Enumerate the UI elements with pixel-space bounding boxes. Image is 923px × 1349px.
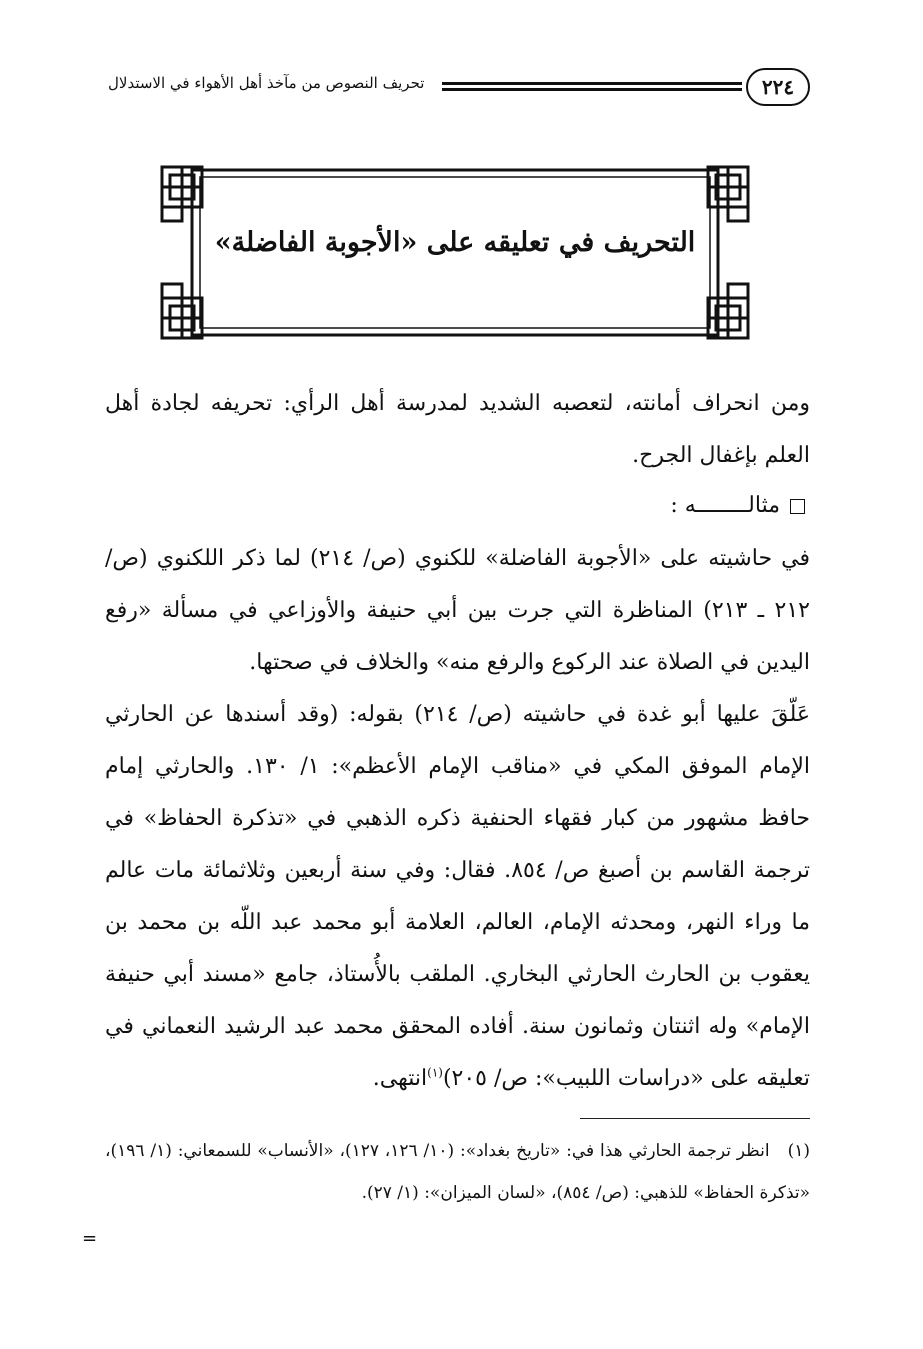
running-header <box>108 68 810 108</box>
paragraph-2 <box>105 689 810 1105</box>
footnote-separator <box>580 1118 810 1119</box>
footnote-reference[interactable]: (١) <box>427 1065 443 1080</box>
footnote-text: انظر ترجمة الحارثي هذا في: «تاريخ بغداد»: (١٠/ ١٢٦، ١٢٧)، «الأنساب» للسمعاني: (١/ ١٩٦)، «تذكرة الحفاظ» للذهبي: (ص/ ٨٥٤)، «لسان الميزان»: (١/ ٢٧). <box>105 1141 810 1203</box>
square-bullet-icon <box>790 499 805 514</box>
margin-mark: = <box>82 1228 98 1249</box>
main-text <box>105 533 810 1105</box>
page-number: ٢٢٤ <box>746 68 810 106</box>
footnote-marker: (١) <box>787 1141 811 1161</box>
paragraph-2-end: انتهى. <box>372 1066 428 1091</box>
intro-paragraph: ومن انحراف أمانته، لتعصبه الشديد لمدرسة أهل الرأي: تحريفه لجادة أهل العلم بإغفال الجرح. <box>105 391 810 468</box>
footnote <box>105 1130 810 1214</box>
header-rule <box>442 82 742 91</box>
example-label: مثالــــــــه : <box>670 493 780 518</box>
running-title: تحريف النصوص من مآخذ أهل الأهواء في الاستدلال <box>108 74 425 92</box>
chapter-title: التحريف في تعليقه على «الأجوبة الفاضلة» <box>214 227 696 258</box>
example-heading <box>670 480 805 532</box>
chapter-title-frame <box>160 165 750 340</box>
paragraph-1: في حاشيته على «الأجوبة الفاضلة» للكنوي (ص/ ٢١٤) لما ذكر اللكنوي (ص/ ٢١٢ ـ ٢١٣) المناظرة التي جرت بين أبي حنيفة والأوزاعي في مسألة «رفع اليدين في الصلاة عند الركوع والرفع منه» والخلاف في صحتها. <box>105 546 810 675</box>
paragraph-2-text: عَلّقَ عليها أبو غدة في حاشيته (ص/ ٢١٤) بقوله: (وقد أسندها عن الحارثي الإمام الموفق المكي في «مناقب الإمام الأعظم»: ١/ ١٣٠. والحارثي إمام حافظ مشهور من كبار فقهاء الحنفية ذكره الذهبي في «تذكرة الحفاظ» في ترجمة القاسم بن أصبغ ص/ ٨٥٤. فقال: وفي سنة أربعين وثلاثمائة مات عالم ما وراء النهر، ومحدثه الإمام، العالم، العلامة أبو محمد عبد اللّه بن محمد بن يعقوب بن الحارث الحارثي البخاري. الملقب بالأُستاذ، جامع «مسند أبي حنيفة الإمام» وله اثنتان وثمانون سنة. أفاده المحقق محمد عبد الرشيد النعماني في تعليقه على «دراسات اللبيب»: ص/ ٢٠٥) <box>105 702 810 1091</box>
